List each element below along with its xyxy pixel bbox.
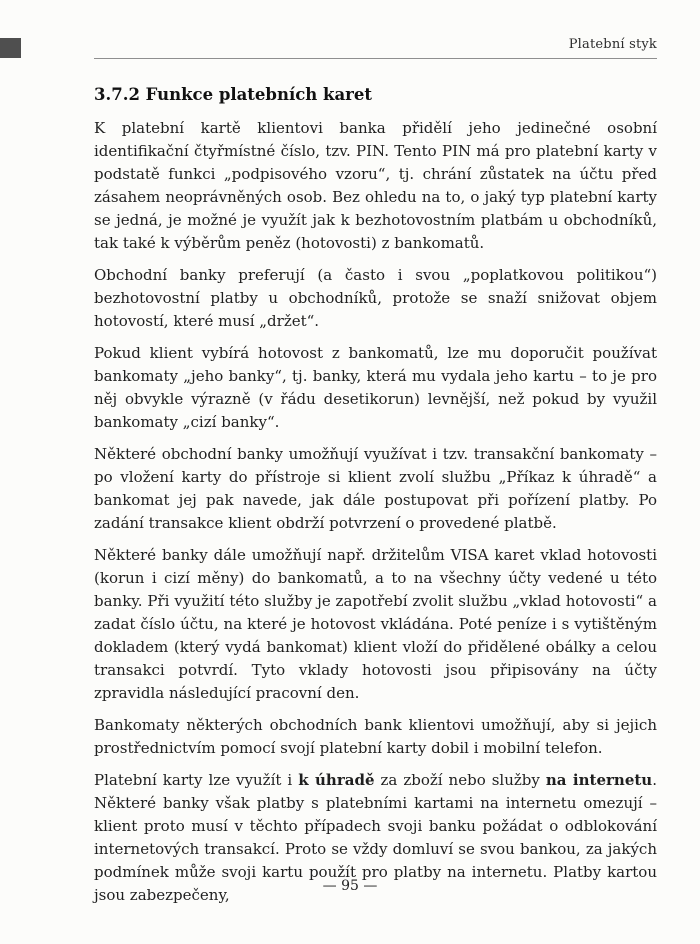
text-run: za zboží nebo služby xyxy=(374,771,546,789)
text-run: K platební kartě klientovi banka přidělí jeho jedinečné osobní identifikační čtyřmístné číslo, tzv. PIN. Tento PIN má pro platební karty v podstatě funkci „podpisového vzoru“, tj. chrání zůstatek na účtu před zásahem neoprávněných osob. Bez ohledu na to, o jaký typ platební karty se jedná, je možné je využít jak k bezhotovostním platbám u obchodníků, tak také k výběrům peněz (hotovosti) z bankomatů. xyxy=(94,119,657,252)
text-run: Některé banky dále umožňují např. držitelům VISA karet vklad hotovosti (korun i cizí měny) do bankomatů, a to na všechny účty vedené u této banky. Při využití této služby je zapotřebí zvolit službu „vklad hotovosti“ a zadat číslo účtu, na které je hotovost vkládána. Poté peníze i s vytištěným dokladem (který vydá bankomat) klient vloží do přidělené obálky a celou transakci potvrdí. Tyto vklady hotovosti jsou připisovány na účty zpravidla následující pracovní den. xyxy=(94,546,657,702)
paragraphs xyxy=(94,117,657,907)
paragraph xyxy=(94,264,657,333)
page-content xyxy=(94,0,657,916)
text-run: Pokud klient vybírá hotovost z bankomatů, lze mu doporučit používat bankomaty „jeho banky“, tj. banky, která mu vydala jeho kartu – to je pro něj obvykle výrazně (v řádu desetikorun) levnější, než pokud by využil bankomaty „cizí banky“. xyxy=(94,344,657,431)
text-run: . Některé banky však platby s platebními kartami na internetu omezují – klient proto musí v těchto případech svoji banku požádat o odblokování internetových transakcí. Proto se vždy domluví se svou bankou, za jakých podmínek může svoji kartu použít pro platby na internetu. Platby kartou jsou zabezpečeny, xyxy=(94,771,657,904)
paragraph xyxy=(94,714,657,760)
paragraph xyxy=(94,342,657,434)
bold-text-run: na internetu xyxy=(545,771,653,789)
text-run: Některé obchodní banky umožňují využívat i tzv. transakční bankomaty – po vložení karty do přístroje si klient zvolí službu „Příkaz k úhradě“ a bankomat jej pak navede, jak dále postupovat při pořízení platby. Po zadání transakce klient obdrží potvrzení o provedené platbě. xyxy=(94,445,657,532)
section-heading: 3.7.2 Funkce platebních karet xyxy=(94,85,372,104)
paragraph xyxy=(94,117,657,255)
chapter-edge-tab xyxy=(0,38,21,58)
bold-text-run: k úhradě xyxy=(298,771,375,789)
text-run: Platební karty lze využít i xyxy=(94,771,299,789)
page-number: — 95 — xyxy=(322,878,378,894)
running-header: Platební styk xyxy=(568,37,657,52)
paragraph xyxy=(94,544,657,705)
header-rule xyxy=(94,58,657,59)
text-run: Bankomaty některých obchodních bank klientovi umožňují, aby si jejich prostřednictvím pomocí svojí platební karty dobil i mobilní telefon. xyxy=(94,716,657,757)
paragraph xyxy=(94,443,657,535)
text-run: Obchodní banky preferují (a často i svou „poplatkovou politikou“) bezhotovostní platby u obchodníků, protože se snaží snižovat objem hotovostí, které musí „držet“. xyxy=(94,266,657,330)
